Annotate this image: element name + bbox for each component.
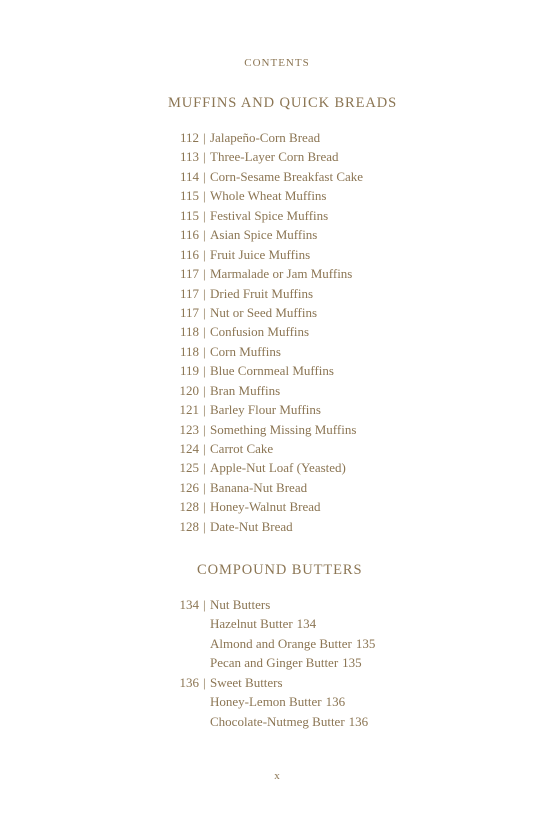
toc-separator: | [203, 460, 206, 476]
toc-separator: | [203, 285, 206, 301]
toc-page-number: 113 [179, 149, 199, 165]
toc-page-number: 118 [179, 324, 199, 340]
toc-entry-text: Nut or Seed Muffins [210, 304, 318, 320]
toc-separator: | [203, 674, 206, 690]
toc-entry[interactable] [0, 595, 560, 614]
toc-list-muffins [0, 128, 560, 536]
toc-entry[interactable] [0, 692, 560, 711]
toc-page-number: 121 [179, 402, 199, 418]
toc-entry-text: Hazelnut Butter [210, 616, 293, 632]
toc-entry[interactable] [0, 342, 560, 361]
toc-entry-text: Chocolate-Nutmeg Butter [210, 713, 345, 729]
toc-page-number: 128 [179, 518, 199, 534]
toc-entry[interactable] [0, 497, 560, 516]
toc-entry[interactable] [0, 284, 560, 303]
toc-separator: | [203, 421, 206, 437]
toc-entry-title [210, 458, 346, 477]
section-title-butters: COMPOUND BUTTERS [197, 562, 363, 578]
toc-page-number: 116 [179, 227, 199, 243]
toc-entry-title [210, 497, 321, 516]
toc-entry-text: Bran Muffins [210, 382, 281, 398]
toc-entry-title [210, 712, 368, 731]
toc-entry-text: Apple-Nut Loaf (Yeasted) [210, 460, 346, 476]
toc-subentry-page-number: 135 [355, 635, 376, 651]
toc-entry-text: Three-Layer Corn Bread [210, 149, 339, 165]
toc-entry-title [210, 517, 293, 536]
toc-entry[interactable] [0, 245, 560, 264]
toc-entry-title [210, 478, 307, 497]
toc-separator: | [203, 518, 206, 534]
toc-page-number: 114 [179, 168, 199, 184]
toc-separator: | [203, 266, 206, 282]
toc-entry[interactable] [0, 167, 560, 186]
toc-entry-text: Fruit Juice Muffins [210, 246, 311, 262]
toc-entry-title [210, 400, 321, 419]
toc-entry[interactable] [0, 128, 560, 147]
running-head: CONTENTS [244, 57, 310, 69]
toc-page-number: 117 [179, 304, 199, 320]
toc-separator: | [203, 324, 206, 340]
toc-entry-title [210, 634, 375, 653]
toc-entry-title [210, 147, 339, 166]
toc-entry[interactable] [0, 653, 560, 672]
toc-entry[interactable] [0, 517, 560, 536]
toc-entry-title [210, 264, 352, 283]
toc-entry-text: Barley Flour Muffins [210, 402, 321, 418]
toc-entry-text: Carrot Cake [210, 441, 274, 456]
toc-entry-title [210, 342, 281, 361]
toc-page-number: 119 [179, 363, 199, 379]
toc-page-number: 123 [179, 421, 199, 437]
toc-separator: | [203, 246, 206, 262]
toc-entry-title [210, 206, 328, 225]
toc-page-number: 134 [179, 597, 199, 612]
toc-separator: | [203, 343, 206, 359]
toc-entry-text: Almond and Orange Butter [210, 635, 352, 651]
toc-page-number: 118 [179, 343, 199, 359]
toc-separator: | [203, 168, 206, 184]
toc-entry-title [210, 225, 317, 244]
toc-separator: | [203, 382, 206, 398]
toc-entry-title [210, 420, 356, 439]
toc-entry-title [210, 381, 280, 400]
toc-page-number: 136 [179, 674, 199, 690]
toc-entry[interactable] [0, 712, 560, 731]
toc-entry-text: Marmalade or Jam Muffins [210, 266, 353, 282]
toc-separator: | [203, 149, 206, 165]
toc-entry-text: Corn Muffins [210, 343, 281, 359]
toc-entry-text: Confusion Muffins [210, 324, 310, 340]
toc-separator: | [203, 130, 206, 145]
toc-entry-text: Corn-Sesame Breakfast Cake [210, 168, 364, 184]
toc-entry[interactable] [0, 322, 560, 341]
toc-entry[interactable] [0, 634, 560, 653]
toc-page-number: 117 [179, 266, 199, 282]
toc-entry-text: Dried Fruit Muffins [210, 285, 314, 301]
toc-page-number: 120 [179, 382, 199, 398]
toc-entry[interactable] [0, 303, 560, 322]
toc-separator: | [203, 499, 206, 515]
toc-entry-title [210, 692, 345, 711]
toc-entry[interactable] [0, 400, 560, 419]
toc-entry-text: Pecan and Ginger Butter [210, 655, 339, 671]
toc-entry-title [210, 361, 334, 380]
toc-entry[interactable] [0, 147, 560, 166]
toc-separator: | [203, 479, 206, 495]
toc-list-butters [0, 595, 560, 731]
toc-separator: | [203, 304, 206, 320]
toc-entry-text: Whole Wheat Muffins [210, 188, 327, 204]
toc-entry[interactable] [0, 614, 560, 633]
toc-entry[interactable] [0, 186, 560, 205]
toc-subentry-page-number: 135 [342, 655, 362, 671]
toc-subentry-page-number: 136 [348, 713, 369, 729]
toc-subentry-page-number: 136 [325, 694, 346, 710]
toc-separator: | [203, 188, 206, 204]
toc-entry-title [210, 284, 313, 303]
toc-page-number: 125 [179, 460, 199, 476]
toc-page-number: 112 [179, 130, 199, 145]
toc-entry-title [210, 303, 317, 322]
toc-separator: | [203, 402, 206, 418]
toc-entry-text: Honey-Lemon Butter [210, 694, 322, 710]
toc-page-number: 115 [179, 188, 199, 204]
toc-entry[interactable] [0, 420, 560, 439]
toc-entry-text: Festival Spice Muffins [210, 207, 329, 223]
toc-entry-text: Asian Spice Muffins [210, 227, 318, 243]
toc-separator: | [203, 597, 206, 612]
toc-entry[interactable] [0, 381, 560, 400]
toc-page-number: 128 [179, 499, 199, 515]
toc-entry-title [210, 322, 309, 341]
toc-entry[interactable] [0, 439, 560, 458]
toc-entry[interactable] [0, 264, 560, 283]
toc-entry-text: Banana-Nut Bread [210, 479, 308, 495]
toc-entry-title [210, 186, 327, 205]
toc-entry-text: Blue Cornmeal Muffins [210, 363, 334, 379]
toc-entry[interactable] [0, 673, 560, 692]
toc-entry[interactable] [0, 458, 560, 477]
toc-entry[interactable] [0, 361, 560, 380]
toc-separator: | [203, 441, 206, 456]
toc-entry[interactable] [0, 478, 560, 497]
toc-entry-title [210, 595, 270, 614]
toc-entry-title [210, 245, 310, 264]
toc-entry-title [210, 614, 316, 633]
toc-page-number: 124 [179, 441, 199, 456]
toc-entry-text: Something Missing Muffins [210, 421, 357, 437]
toc-entry-title [210, 673, 283, 692]
toc-entry[interactable] [0, 206, 560, 225]
toc-entry-text: Jalapeño-Corn Bread [210, 130, 321, 145]
toc-page-number: 126 [179, 479, 199, 495]
toc-entry-text: Nut Butters [210, 597, 271, 612]
toc-entry-title [210, 128, 320, 147]
toc-separator: | [203, 363, 206, 379]
toc-entry-title [210, 653, 362, 672]
toc-page-number: 117 [179, 285, 199, 301]
toc-page-number: 116 [179, 246, 199, 262]
toc-page-number: 115 [179, 207, 199, 223]
toc-entry-text: Date-Nut Bread [210, 518, 293, 534]
toc-subentry-page-number: 134 [296, 616, 317, 632]
toc-entry-text: Honey-Walnut Bread [210, 499, 321, 515]
toc-entry-text: Sweet Butters [210, 674, 283, 690]
toc-separator: | [203, 227, 206, 243]
section-title-muffins: MUFFINS AND QUICK BREADS [168, 95, 398, 111]
page-folio: x [274, 770, 280, 782]
toc-entry-title [210, 439, 273, 458]
toc-entry-title [210, 167, 363, 186]
toc-separator: | [203, 207, 206, 223]
toc-entry[interactable] [0, 225, 560, 244]
